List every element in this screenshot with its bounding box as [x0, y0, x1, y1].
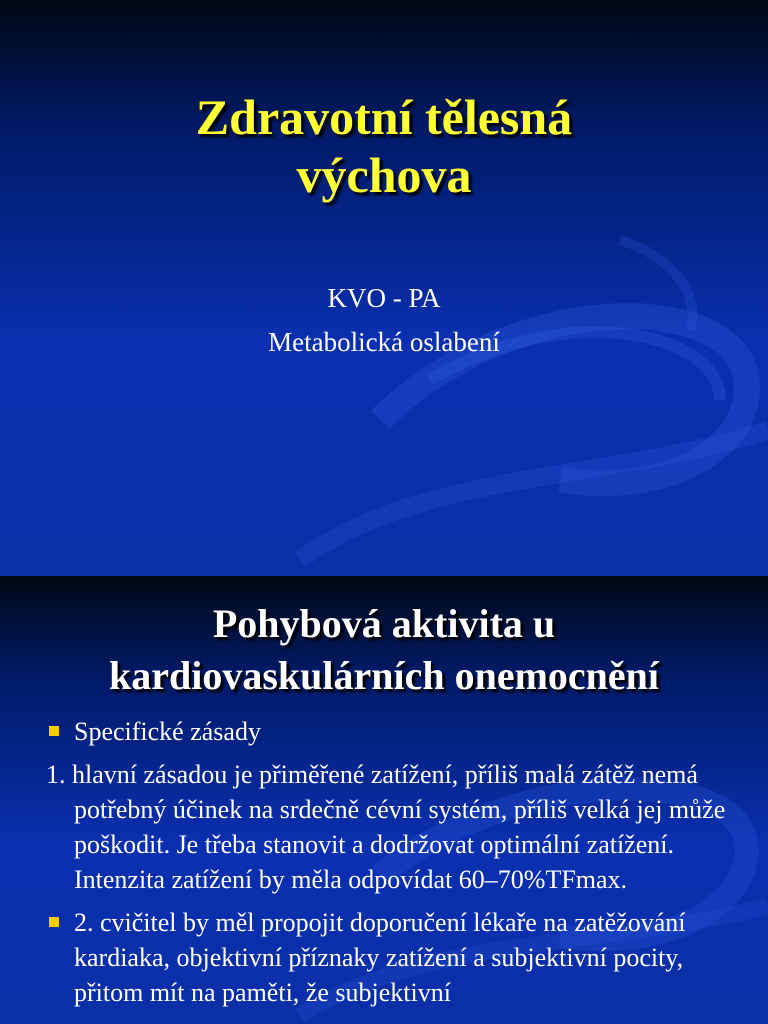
- list-item: 1. hlavní zásadou je přiměřené zatížení, příliš malá zátěž nemá potřebný účinek na srdečně cévní systém, příliš velká jej může poškodit. Je třeba stanovit a dodržovat optimální zatížení. Intenzita zatížení by měla odpovídat 60–70%TFmax.: [46, 760, 726, 894]
- subtitle-course: KVO - PA: [327, 283, 441, 313]
- square-bullet-icon: [49, 726, 59, 736]
- slide-content-heading: [0, 598, 768, 702]
- slide-content: [0, 576, 768, 1024]
- list-item-text: Specifické zásady: [74, 717, 261, 746]
- list-item-text: 2. cvičitel by měl propojit doporučení lékaře na zatěžování kardiaka, objektivní příznaky zatížení a subjektivní pocity, přitom mít na paměti, že subjektivní: [74, 908, 686, 1007]
- list-item: [46, 714, 756, 749]
- slide-title-heading: [0, 88, 768, 204]
- title-line: Zdravotní tělesná: [195, 89, 573, 145]
- square-bullet-icon: [49, 917, 59, 927]
- title-line: Pohybová aktivita u: [212, 601, 556, 646]
- subtitle-topic: Metabolická oslabení: [268, 327, 500, 357]
- slide-body: [46, 714, 756, 1018]
- list-item: [46, 905, 756, 1010]
- title-line: kardiovaskulárních onemocnění: [108, 653, 660, 698]
- title-line: výchova: [296, 147, 472, 203]
